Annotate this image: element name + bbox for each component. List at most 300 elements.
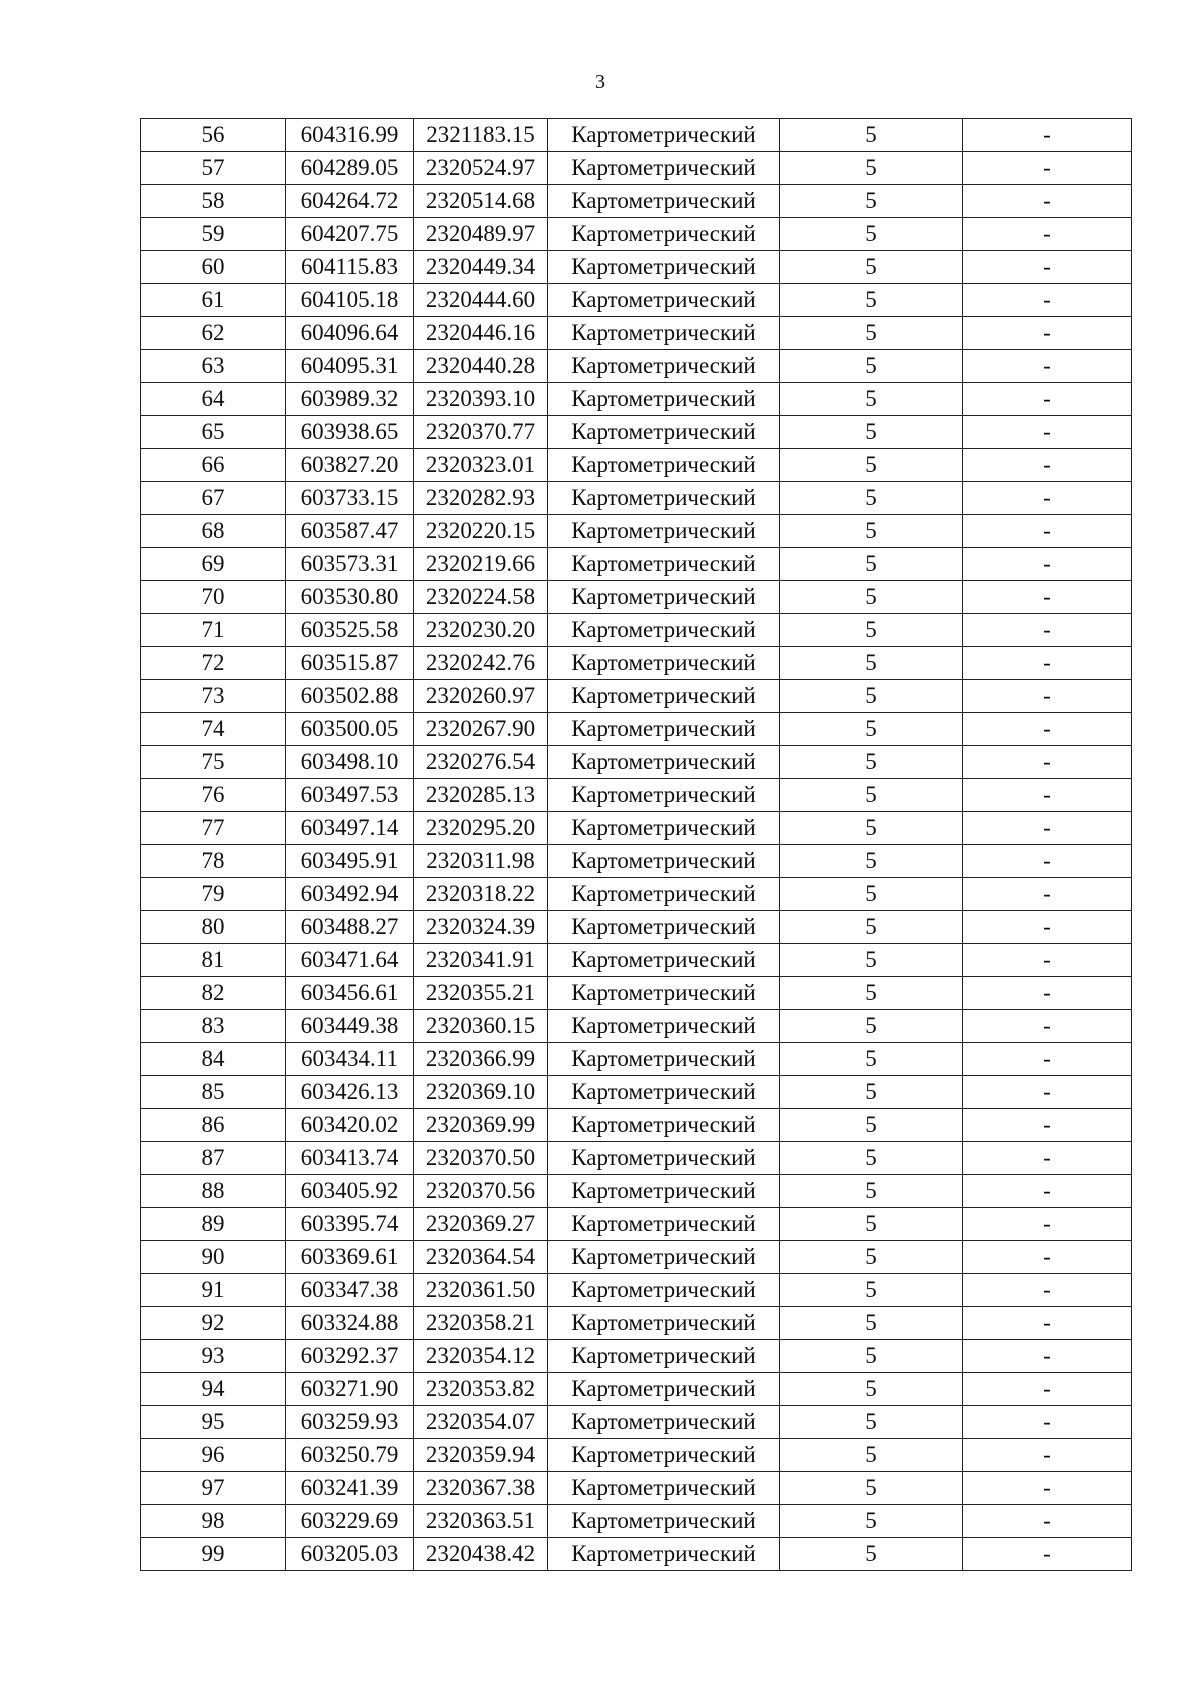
y-coordinate-cell: 2321183.15 (414, 119, 548, 152)
y-coordinate-cell: 2320354.07 (414, 1406, 548, 1439)
y-coordinate-cell: 2320260.97 (414, 680, 548, 713)
accuracy-cell: 5 (780, 383, 963, 416)
y-coordinate-cell: 2320219.66 (414, 548, 548, 581)
x-coordinate-cell: 603420.02 (286, 1109, 414, 1142)
description-cell: - (963, 812, 1132, 845)
method-cell: Картометрический (548, 746, 780, 779)
x-coordinate-cell: 603259.93 (286, 1406, 414, 1439)
y-coordinate-cell: 2320444.60 (414, 284, 548, 317)
x-coordinate-cell: 603413.74 (286, 1142, 414, 1175)
description-cell: - (963, 185, 1132, 218)
description-cell: - (963, 581, 1132, 614)
accuracy-cell: 5 (780, 1076, 963, 1109)
method-cell: Картометрический (548, 1208, 780, 1241)
description-cell: - (963, 383, 1132, 416)
description-cell: - (963, 449, 1132, 482)
y-coordinate-cell: 2320524.97 (414, 152, 548, 185)
accuracy-cell: 5 (780, 1010, 963, 1043)
y-coordinate-cell: 2320323.01 (414, 449, 548, 482)
x-coordinate-cell: 603449.38 (286, 1010, 414, 1043)
method-cell: Картометрический (548, 152, 780, 185)
accuracy-cell: 5 (780, 1142, 963, 1175)
method-cell: Картометрический (548, 581, 780, 614)
table-row (141, 383, 1132, 416)
y-coordinate-cell: 2320514.68 (414, 185, 548, 218)
method-cell: Картометрический (548, 911, 780, 944)
table-row (141, 1109, 1132, 1142)
table-row (141, 713, 1132, 746)
method-cell: Картометрический (548, 1142, 780, 1175)
point-number-cell: 84 (141, 1043, 286, 1076)
table-row (141, 482, 1132, 515)
table-row (141, 1142, 1132, 1175)
y-coordinate-cell: 2320363.51 (414, 1505, 548, 1538)
x-coordinate-cell: 603434.11 (286, 1043, 414, 1076)
point-number-cell: 69 (141, 548, 286, 581)
table-row (141, 845, 1132, 878)
x-coordinate-cell: 604095.31 (286, 350, 414, 383)
table-row (141, 185, 1132, 218)
method-cell: Картометрический (548, 1373, 780, 1406)
point-number-cell: 65 (141, 416, 286, 449)
point-number-cell: 88 (141, 1175, 286, 1208)
point-number-cell: 96 (141, 1439, 286, 1472)
method-cell: Картометрический (548, 1274, 780, 1307)
table-row (141, 1307, 1132, 1340)
x-coordinate-cell: 603324.88 (286, 1307, 414, 1340)
table-row (141, 680, 1132, 713)
description-cell: - (963, 713, 1132, 746)
description-cell: - (963, 779, 1132, 812)
method-cell: Картометрический (548, 1109, 780, 1142)
method-cell: Картометрический (548, 1472, 780, 1505)
point-number-cell: 82 (141, 977, 286, 1010)
accuracy-cell: 5 (780, 218, 963, 251)
y-coordinate-cell: 2320367.38 (414, 1472, 548, 1505)
accuracy-cell: 5 (780, 1208, 963, 1241)
method-cell: Картометрический (548, 647, 780, 680)
x-coordinate-cell: 603525.58 (286, 614, 414, 647)
accuracy-cell: 5 (780, 1505, 963, 1538)
accuracy-cell: 5 (780, 119, 963, 152)
x-coordinate-cell: 603497.14 (286, 812, 414, 845)
point-number-cell: 90 (141, 1241, 286, 1274)
description-cell: - (963, 1241, 1132, 1274)
method-cell: Картометрический (548, 977, 780, 1010)
y-coordinate-cell: 2320355.21 (414, 977, 548, 1010)
description-cell: - (963, 977, 1132, 1010)
method-cell: Картометрический (548, 779, 780, 812)
description-cell: - (963, 1439, 1132, 1472)
accuracy-cell: 5 (780, 449, 963, 482)
x-coordinate-cell: 603938.65 (286, 416, 414, 449)
table-row (141, 1505, 1132, 1538)
table-row (141, 647, 1132, 680)
table-row (141, 1373, 1132, 1406)
point-number-cell: 62 (141, 317, 286, 350)
point-number-cell: 99 (141, 1538, 286, 1571)
point-number-cell: 73 (141, 680, 286, 713)
accuracy-cell: 5 (780, 152, 963, 185)
page-number: 3 (595, 71, 605, 93)
x-coordinate-cell: 603292.37 (286, 1340, 414, 1373)
table-row (141, 1043, 1132, 1076)
accuracy-cell: 5 (780, 680, 963, 713)
method-cell: Картометрический (548, 218, 780, 251)
method-cell: Картометрический (548, 1076, 780, 1109)
x-coordinate-cell: 604316.99 (286, 119, 414, 152)
method-cell: Картометрический (548, 482, 780, 515)
description-cell: - (963, 1505, 1132, 1538)
table-row (141, 1472, 1132, 1505)
accuracy-cell: 5 (780, 1472, 963, 1505)
x-coordinate-cell: 604289.05 (286, 152, 414, 185)
point-number-cell: 71 (141, 614, 286, 647)
description-cell: - (963, 680, 1132, 713)
table-row (141, 350, 1132, 383)
y-coordinate-cell: 2320366.99 (414, 1043, 548, 1076)
x-coordinate-cell: 604264.72 (286, 185, 414, 218)
description-cell: - (963, 1340, 1132, 1373)
method-cell: Картометрический (548, 119, 780, 152)
point-number-cell: 94 (141, 1373, 286, 1406)
y-coordinate-cell: 2320440.28 (414, 350, 548, 383)
x-coordinate-cell: 603426.13 (286, 1076, 414, 1109)
table-row (141, 284, 1132, 317)
y-coordinate-cell: 2320276.54 (414, 746, 548, 779)
table-row (141, 581, 1132, 614)
method-cell: Картометрический (548, 1439, 780, 1472)
y-coordinate-cell: 2320230.20 (414, 614, 548, 647)
description-cell: - (963, 317, 1132, 350)
table-row (141, 1241, 1132, 1274)
accuracy-cell: 5 (780, 350, 963, 383)
table-row (141, 515, 1132, 548)
method-cell: Картометрический (548, 185, 780, 218)
accuracy-cell: 5 (780, 1241, 963, 1274)
point-number-cell: 74 (141, 713, 286, 746)
table-row (141, 251, 1132, 284)
x-coordinate-cell: 603515.87 (286, 647, 414, 680)
description-cell: - (963, 647, 1132, 680)
description-cell: - (963, 515, 1132, 548)
description-cell: - (963, 251, 1132, 284)
accuracy-cell: 5 (780, 977, 963, 1010)
y-coordinate-cell: 2320369.27 (414, 1208, 548, 1241)
y-coordinate-cell: 2320224.58 (414, 581, 548, 614)
x-coordinate-cell: 603488.27 (286, 911, 414, 944)
accuracy-cell: 5 (780, 1538, 963, 1571)
description-cell: - (963, 1043, 1132, 1076)
x-coordinate-cell: 603492.94 (286, 878, 414, 911)
y-coordinate-cell: 2320360.15 (414, 1010, 548, 1043)
table-row (141, 911, 1132, 944)
point-number-cell: 91 (141, 1274, 286, 1307)
accuracy-cell: 5 (780, 845, 963, 878)
table-row (141, 1439, 1132, 1472)
y-coordinate-cell: 2320358.21 (414, 1307, 548, 1340)
point-number-cell: 67 (141, 482, 286, 515)
method-cell: Картометрический (548, 1406, 780, 1439)
description-cell: - (963, 482, 1132, 515)
point-number-cell: 78 (141, 845, 286, 878)
method-cell: Картометрический (548, 317, 780, 350)
table-row (141, 1175, 1132, 1208)
accuracy-cell: 5 (780, 878, 963, 911)
y-coordinate-cell: 2320370.56 (414, 1175, 548, 1208)
method-cell: Картометрический (548, 1307, 780, 1340)
y-coordinate-cell: 2320369.10 (414, 1076, 548, 1109)
x-coordinate-cell: 603456.61 (286, 977, 414, 1010)
y-coordinate-cell: 2320295.20 (414, 812, 548, 845)
description-cell: - (963, 911, 1132, 944)
method-cell: Картометрический (548, 251, 780, 284)
x-coordinate-cell: 603205.03 (286, 1538, 414, 1571)
method-cell: Картометрический (548, 845, 780, 878)
table-row (141, 1076, 1132, 1109)
accuracy-cell: 5 (780, 779, 963, 812)
accuracy-cell: 5 (780, 1439, 963, 1472)
point-number-cell: 97 (141, 1472, 286, 1505)
x-coordinate-cell: 603229.69 (286, 1505, 414, 1538)
point-number-cell: 76 (141, 779, 286, 812)
method-cell: Картометрический (548, 1010, 780, 1043)
method-cell: Картометрический (548, 416, 780, 449)
method-cell: Картометрический (548, 614, 780, 647)
accuracy-cell: 5 (780, 1109, 963, 1142)
description-cell: - (963, 746, 1132, 779)
point-number-cell: 98 (141, 1505, 286, 1538)
y-coordinate-cell: 2320282.93 (414, 482, 548, 515)
x-coordinate-cell: 604105.18 (286, 284, 414, 317)
y-coordinate-cell: 2320364.54 (414, 1241, 548, 1274)
table-row (141, 878, 1132, 911)
y-coordinate-cell: 2320267.90 (414, 713, 548, 746)
accuracy-cell: 5 (780, 1274, 963, 1307)
accuracy-cell: 5 (780, 1043, 963, 1076)
method-cell: Картометрический (548, 1241, 780, 1274)
point-number-cell: 79 (141, 878, 286, 911)
table-row (141, 614, 1132, 647)
method-cell: Картометрический (548, 680, 780, 713)
description-cell: - (963, 218, 1132, 251)
table-row (141, 1406, 1132, 1439)
y-coordinate-cell: 2320446.16 (414, 317, 548, 350)
point-number-cell: 63 (141, 350, 286, 383)
coordinates-table-body (141, 119, 1132, 1571)
description-cell: - (963, 878, 1132, 911)
accuracy-cell: 5 (780, 317, 963, 350)
point-number-cell: 93 (141, 1340, 286, 1373)
accuracy-cell: 5 (780, 482, 963, 515)
x-coordinate-cell: 603405.92 (286, 1175, 414, 1208)
point-number-cell: 57 (141, 152, 286, 185)
method-cell: Картометрический (548, 383, 780, 416)
point-number-cell: 58 (141, 185, 286, 218)
description-cell: - (963, 548, 1132, 581)
y-coordinate-cell: 2320318.22 (414, 878, 548, 911)
x-coordinate-cell: 604115.83 (286, 251, 414, 284)
x-coordinate-cell: 603989.32 (286, 383, 414, 416)
table-row (141, 152, 1132, 185)
y-coordinate-cell: 2320359.94 (414, 1439, 548, 1472)
point-number-cell: 80 (141, 911, 286, 944)
accuracy-cell: 5 (780, 416, 963, 449)
y-coordinate-cell: 2320449.34 (414, 251, 548, 284)
y-coordinate-cell: 2320354.12 (414, 1340, 548, 1373)
table-row (141, 218, 1132, 251)
accuracy-cell: 5 (780, 1175, 963, 1208)
x-coordinate-cell: 603500.05 (286, 713, 414, 746)
y-coordinate-cell: 2320285.13 (414, 779, 548, 812)
x-coordinate-cell: 603271.90 (286, 1373, 414, 1406)
description-cell: - (963, 1142, 1132, 1175)
x-coordinate-cell: 603369.61 (286, 1241, 414, 1274)
accuracy-cell: 5 (780, 185, 963, 218)
x-coordinate-cell: 603502.88 (286, 680, 414, 713)
table-row (141, 317, 1132, 350)
table-row (141, 119, 1132, 152)
method-cell: Картометрический (548, 284, 780, 317)
x-coordinate-cell: 603530.80 (286, 581, 414, 614)
table-row (141, 416, 1132, 449)
point-number-cell: 95 (141, 1406, 286, 1439)
description-cell: - (963, 152, 1132, 185)
x-coordinate-cell: 603827.20 (286, 449, 414, 482)
table-row (141, 746, 1132, 779)
point-number-cell: 70 (141, 581, 286, 614)
accuracy-cell: 5 (780, 713, 963, 746)
description-cell: - (963, 1373, 1132, 1406)
x-coordinate-cell: 603241.39 (286, 1472, 414, 1505)
point-number-cell: 86 (141, 1109, 286, 1142)
table-row (141, 944, 1132, 977)
point-number-cell: 81 (141, 944, 286, 977)
point-number-cell: 72 (141, 647, 286, 680)
x-coordinate-cell: 604096.64 (286, 317, 414, 350)
x-coordinate-cell: 603471.64 (286, 944, 414, 977)
point-number-cell: 56 (141, 119, 286, 152)
description-cell: - (963, 1109, 1132, 1142)
description-cell: - (963, 944, 1132, 977)
x-coordinate-cell: 603395.74 (286, 1208, 414, 1241)
point-number-cell: 59 (141, 218, 286, 251)
y-coordinate-cell: 2320393.10 (414, 383, 548, 416)
point-number-cell: 92 (141, 1307, 286, 1340)
point-number-cell: 77 (141, 812, 286, 845)
table-row (141, 1208, 1132, 1241)
y-coordinate-cell: 2320324.39 (414, 911, 548, 944)
accuracy-cell: 5 (780, 1340, 963, 1373)
method-cell: Картометрический (548, 1175, 780, 1208)
method-cell: Картометрический (548, 944, 780, 977)
description-cell: - (963, 350, 1132, 383)
accuracy-cell: 5 (780, 548, 963, 581)
point-number-cell: 75 (141, 746, 286, 779)
y-coordinate-cell: 2320220.15 (414, 515, 548, 548)
table-row (141, 548, 1132, 581)
accuracy-cell: 5 (780, 746, 963, 779)
description-cell: - (963, 1472, 1132, 1505)
description-cell: - (963, 416, 1132, 449)
y-coordinate-cell: 2320370.77 (414, 416, 548, 449)
y-coordinate-cell: 2320353.82 (414, 1373, 548, 1406)
table-row (141, 1274, 1132, 1307)
description-cell: - (963, 1076, 1132, 1109)
method-cell: Картометрический (548, 878, 780, 911)
y-coordinate-cell: 2320242.76 (414, 647, 548, 680)
description-cell: - (963, 1010, 1132, 1043)
description-cell: - (963, 1208, 1132, 1241)
accuracy-cell: 5 (780, 581, 963, 614)
x-coordinate-cell: 603495.91 (286, 845, 414, 878)
y-coordinate-cell: 2320489.97 (414, 218, 548, 251)
x-coordinate-cell: 603498.10 (286, 746, 414, 779)
description-cell: - (963, 614, 1132, 647)
accuracy-cell: 5 (780, 647, 963, 680)
table-row (141, 977, 1132, 1010)
accuracy-cell: 5 (780, 911, 963, 944)
accuracy-cell: 5 (780, 944, 963, 977)
method-cell: Картометрический (548, 1340, 780, 1373)
point-number-cell: 83 (141, 1010, 286, 1043)
description-cell: - (963, 119, 1132, 152)
point-number-cell: 89 (141, 1208, 286, 1241)
description-cell: - (963, 1274, 1132, 1307)
x-coordinate-cell: 603347.38 (286, 1274, 414, 1307)
table-row (141, 1010, 1132, 1043)
accuracy-cell: 5 (780, 284, 963, 317)
table-row (141, 1340, 1132, 1373)
description-cell: - (963, 845, 1132, 878)
x-coordinate-cell: 603573.31 (286, 548, 414, 581)
y-coordinate-cell: 2320370.50 (414, 1142, 548, 1175)
point-number-cell: 85 (141, 1076, 286, 1109)
point-number-cell: 60 (141, 251, 286, 284)
description-cell: - (963, 284, 1132, 317)
accuracy-cell: 5 (780, 812, 963, 845)
accuracy-cell: 5 (780, 1406, 963, 1439)
method-cell: Картометрический (548, 812, 780, 845)
point-number-cell: 66 (141, 449, 286, 482)
description-cell: - (963, 1406, 1132, 1439)
coordinates-table (140, 118, 1132, 1571)
x-coordinate-cell: 603733.15 (286, 482, 414, 515)
table-row (141, 812, 1132, 845)
accuracy-cell: 5 (780, 515, 963, 548)
method-cell: Картометрический (548, 1043, 780, 1076)
method-cell: Картометрический (548, 1505, 780, 1538)
accuracy-cell: 5 (780, 1373, 963, 1406)
point-number-cell: 64 (141, 383, 286, 416)
table-row (141, 779, 1132, 812)
description-cell: - (963, 1307, 1132, 1340)
accuracy-cell: 5 (780, 614, 963, 647)
accuracy-cell: 5 (780, 1307, 963, 1340)
y-coordinate-cell: 2320311.98 (414, 845, 548, 878)
y-coordinate-cell: 2320369.99 (414, 1109, 548, 1142)
y-coordinate-cell: 2320341.91 (414, 944, 548, 977)
accuracy-cell: 5 (780, 251, 963, 284)
y-coordinate-cell: 2320438.42 (414, 1538, 548, 1571)
method-cell: Картометрический (548, 515, 780, 548)
point-number-cell: 61 (141, 284, 286, 317)
point-number-cell: 87 (141, 1142, 286, 1175)
y-coordinate-cell: 2320361.50 (414, 1274, 548, 1307)
x-coordinate-cell: 603497.53 (286, 779, 414, 812)
x-coordinate-cell: 603250.79 (286, 1439, 414, 1472)
method-cell: Картометрический (548, 548, 780, 581)
